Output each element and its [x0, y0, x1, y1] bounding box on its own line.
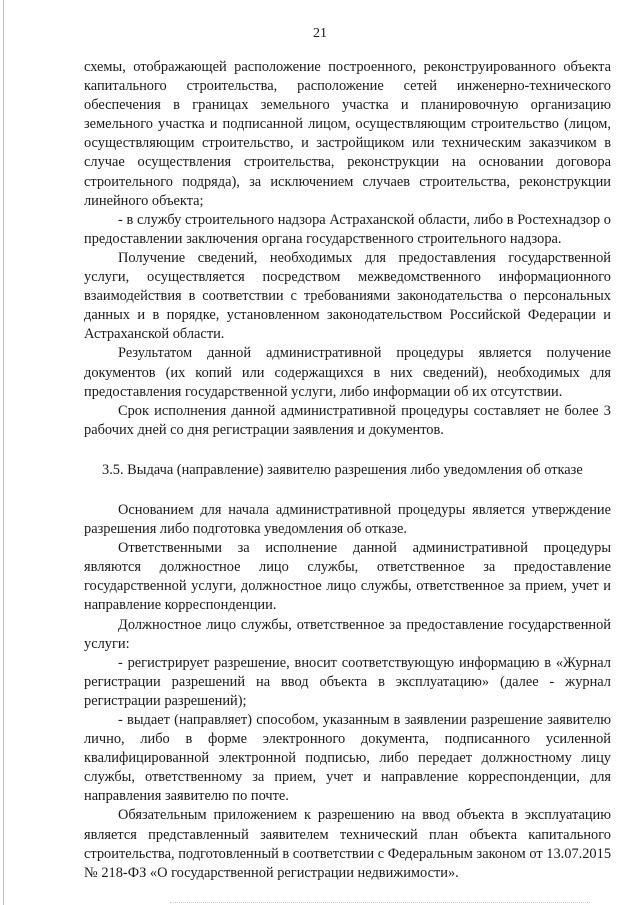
paragraph: Обязательным приложением к разрешению на ввод объекта в эксплуатацию является представленный заявителем технический план объекта капитального строительства, подготовленный в соответствии с Федеральным законом от 13.07.2015 № 218-ФЗ «О государственной регистрации недвижимости».: [84, 807, 612, 881]
paragraph: Ответственными за исполнение данной административной процедуры являются должностное лицо службы, ответственное за предоставление государственной услуги, должностное лицо службы, ответственное за прием, учет и направление корреспонденции.: [84, 540, 611, 614]
list-item: - в службу строительного надзора Астраханской области, либо в Ростехнадзор о предоставлении заключения органа государственного строительного надзора.: [84, 211, 611, 247]
document-body: [84, 58, 611, 883]
list-item: - выдает (направляет) способом, указанным в заявлении разрешение заявителю лично, либо в форме электронного документа, подписанного усиленной квалифицированной электронной подписью, либо передает должностному лицу службы, ответственному за прием, учет и направление корреспонденции, для направления заявителю по почте.: [84, 712, 611, 805]
page-number: 21: [313, 26, 327, 41]
paragraph: Основанием для начала административной процедуры является утверждение разрешения либо подготовка уведомления об отказе.: [84, 501, 611, 538]
paragraph: схемы, отображающей расположение построенного, реконструированного объекта капитального строительства, расположение сетей инженерно-технического обеспечения в границах земельного участка и планировочную организацию земельного участка и подписанной лицом, осуществляющим строительство (лицом, осуществляющим строительство, и застройщиком или техническим заказчиком в случае осуществления строительства, реконструкции на основании договора строительного подряда), за исключением случаев строительства, реконструкции линейного объекта;: [84, 59, 611, 209]
section-heading: 3.5. Выдача (направление) заявителю разрешения либо уведомления об отказе: [102, 461, 583, 478]
paragraph: Получение сведений, необходимых для предоставления государственной услуги, осуществляется посредством межведомственного информационного взаимодействия в соответствии с требованиями законодательства о персональных данных и в порядке, установленном законодательством Российской Федерации и Астраханской области.: [84, 249, 611, 343]
paragraph: Должностное лицо службы, ответственное за предоставление государственной услуги:: [84, 616, 611, 652]
paragraph: Результатом данной административной процедуры является получение документов (их копий или содержащихся в них сведений), необходимых для предоставления государственной услуги, либо информации об их отсутствии.: [84, 345, 611, 400]
paragraph: Срок исполнения данной административной процедуры составляет не более 3 рабочих дней со дня регистрации заявления и документов.: [84, 402, 611, 438]
scan-margin-line: [3, 0, 4, 905]
list-item: - регистрирует разрешение, вносит соответствующую информацию в «Журнал регистрации разрешений на ввод объекта в эксплуатацию» (далее - журнал регистрации разрешений);: [84, 654, 611, 709]
